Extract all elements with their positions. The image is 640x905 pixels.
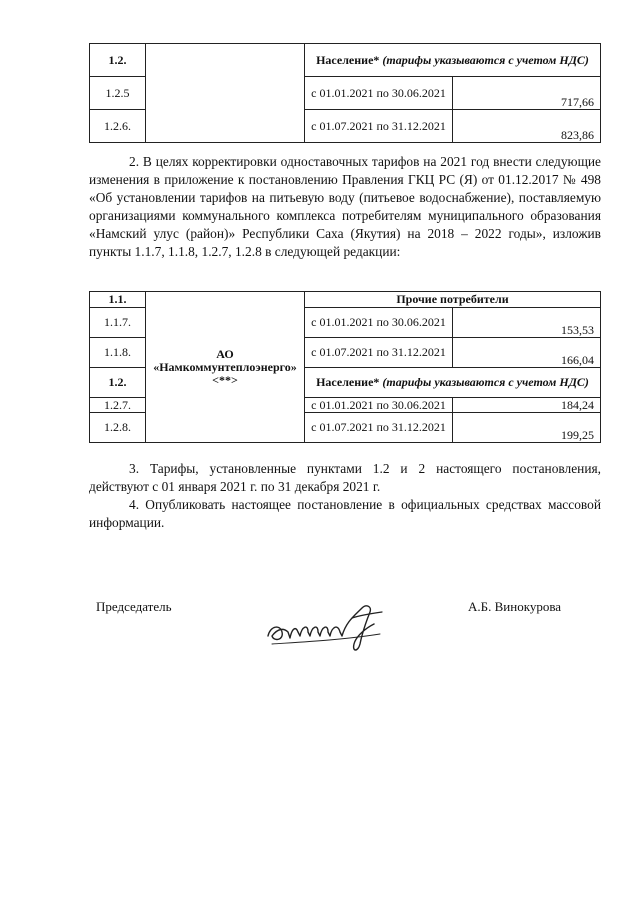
row-number: 1.1.7. — [90, 308, 146, 338]
signer-name: А.Б. Винокурова — [468, 599, 562, 614]
header-bold: Население* — [316, 375, 380, 389]
row-number: 1.2.5 — [90, 77, 146, 110]
organization-cell: АО «Намкоммунтеплоэнерго» <**> — [146, 292, 305, 443]
paragraph-4-text: 4. Опубликовать настоящее постановление в официальных средствах массовой информации. — [89, 497, 601, 530]
paragraph-3 — [89, 460, 601, 496]
paragraph-2 — [89, 153, 601, 261]
period-cell: с 01.07.2021 по 31.12.2021 — [305, 110, 453, 143]
paragraph-3-text: 3. Тарифы, установленные пунктами 1.2 и 2 настоящего постановления, действуют с 01 января 2021 г. по 31 декабря 2021 г. — [89, 461, 601, 494]
paragraph-4 — [89, 496, 601, 532]
tariff-value: 717,66 — [453, 77, 601, 110]
row-number: 1.2. — [90, 368, 146, 398]
row-number: 1.1. — [90, 292, 146, 308]
section-header — [305, 368, 601, 398]
section-header — [305, 44, 601, 77]
section-header: Прочие потребители — [305, 292, 601, 308]
period-cell: с 01.07.2021 по 31.12.2021 — [305, 338, 453, 368]
period-cell: с 01.07.2021 по 31.12.2021 — [305, 413, 453, 443]
header-bold: Население* — [316, 52, 380, 67]
tariff-value: 166,04 — [453, 338, 601, 368]
tariff-value: 823,86 — [453, 110, 601, 143]
header-italic: (тарифы указываются с учетом НДС) — [382, 375, 589, 389]
tariff-table-2 — [89, 291, 601, 443]
header-italic: (тарифы указываются с учетом НДС) — [382, 52, 589, 67]
tariff-value: 199,25 — [453, 413, 601, 443]
paragraph-2-text: 2. В целях корректировки одноставочных тарифов на 2021 год внести следующие изменения в приложение к постановлению Правления ГКЦ РС (Я) от 01.12.2017 № 498 «Об установлении тарифов на питьевую воду (питьевое водоснабжение), поставляемую организациями коммунального комплекса потребителям муниципального образования «Намский улус (район)» Республики Саха (Якутия) на 2018 – 2022 годы», изложив пункты 1.1.7, 1.1.8, 1.2.7, 1.2.8 в следующей редакции: — [89, 154, 601, 259]
row-number: 1.2. — [90, 44, 146, 77]
row-number: 1.2.8. — [90, 413, 146, 443]
organization-cell-empty — [146, 44, 305, 143]
handwritten-signature — [262, 598, 392, 658]
row-number: 1.2.7. — [90, 398, 146, 413]
period-cell: с 01.01.2021 по 30.06.2021 — [305, 308, 453, 338]
period-cell: с 01.01.2021 по 30.06.2021 — [305, 77, 453, 110]
period-cell: с 01.01.2021 по 30.06.2021 — [305, 398, 453, 413]
tariff-table-1 — [89, 43, 601, 143]
row-number: 1.2.6. — [90, 110, 146, 143]
tariff-value: 184,24 — [453, 398, 601, 413]
row-number: 1.1.8. — [90, 338, 146, 368]
tariff-value: 153,53 — [453, 308, 601, 338]
signer-title: Председатель — [96, 599, 172, 614]
